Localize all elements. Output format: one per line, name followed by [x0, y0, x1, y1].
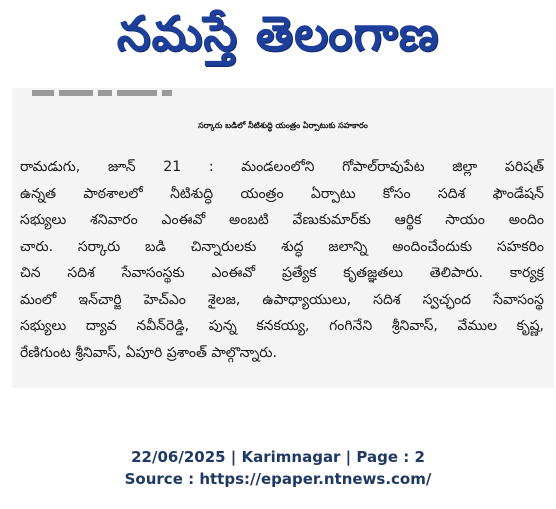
article-body-line: చారు. సర్కారు బడి చిన్నారులకు శుద్ధ జలాన్ని అందించేందుకు సహకరిం	[20, 238, 544, 255]
article-headline: సర్కారు బడిలో నీటిశుద్ధి యంత్రం ఏర్పాటుకు సహకారం	[198, 121, 368, 130]
article-body-line: రేణిగుంట శ్రీనివాస్, ఏపూరి ప్రశాంత్ పాల్గొన్నారు.	[20, 344, 277, 361]
cut-off-text-fragment	[32, 90, 182, 100]
article-body-line: సభ్యులు ద్యావ నవీన్‌రెడ్డి, పున్న కనకయ్య, గంగినేని శ్రీనివాస్, వేముల కృష్ణ,	[20, 318, 544, 334]
article-body-line: మంలో ఇన్‌చార్జి హెచ్‌ఎం శైలజ, ఉపాధ్యాయులు, సదిశ స్వచ్ఛంద సేవాసంస్థ	[20, 291, 544, 308]
article-body-line: ఉన్నత పాఠశాలలో నీటిశుద్ధి యంత్రం ఏర్పాటు కోసం సదిశ ఫౌండేషన్	[20, 185, 544, 202]
article-body-line: రామడుగు, జూన్ 21 : మండలంలోని గోపాల్‌రావుపేట జిల్లా పరిషత్	[20, 159, 544, 175]
source-link[interactable]: Source : https://epaper.ntnews.com/	[124, 470, 432, 488]
article-body-line: సభ్యులు శనివారం ఎంఈవో అంబటి వేణుకుమార్‌కు ఆర్థిక సాయం అందిం	[20, 212, 544, 228]
article-clipping	[12, 88, 554, 388]
article-body	[20, 154, 544, 366]
newspaper-masthead	[0, 0, 556, 80]
article-body-line: చిన సదిశ సేవాసంస్థకు ఎంఈవో ప్రత్యేక కృతజ్ఞతలు తెలిపారు. కార్యక్ర	[20, 265, 544, 281]
edition-info: 22/06/2025 | Karimnagar | Page : 2	[131, 448, 425, 466]
newspaper-logo-title: నమస్తే తెలంగాణ	[116, 6, 440, 62]
